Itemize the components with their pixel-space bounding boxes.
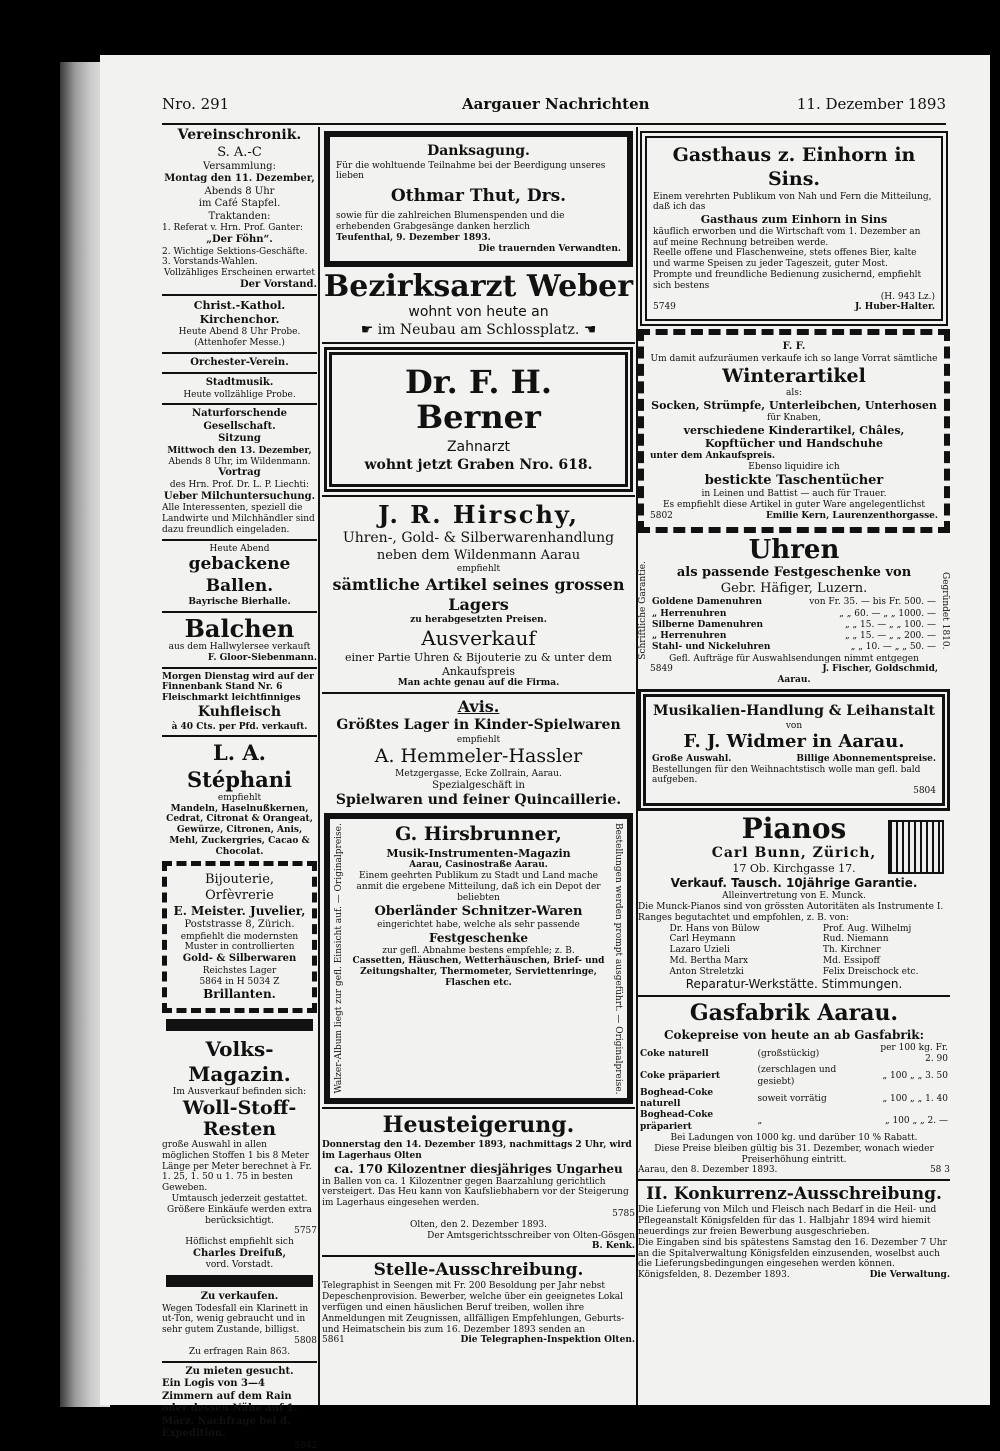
einhorn-code: (H. 943 Lz.): [880, 291, 935, 302]
bij-7: in: [225, 976, 234, 987]
uhren-foot: [650, 664, 938, 675]
rule: [162, 372, 317, 374]
stelle-foot: [322, 1335, 635, 1346]
piano-names-right: [823, 924, 919, 978]
bij-num: 5864: [199, 976, 223, 987]
ad-danksagung: [324, 131, 633, 267]
piano-reference-name: Carl Heymann: [669, 934, 736, 945]
verk-text: Wegen Todesfall ein Klarinett in ut-Ton, wenig gebraucht und in sehr gutem Zustande, billigst.: [162, 1303, 309, 1336]
gas-2: Bei Ladungen von 1000 kg. und darüber 10 % Rabatt.: [670, 1132, 918, 1143]
hir-7: einer Partie Uhren & Bijouterie zu & unter dem Ankaufspreis: [345, 650, 612, 678]
einhorn-num: 5749: [653, 302, 676, 313]
ad-musikalien: [638, 689, 950, 811]
stelle-num: 5861: [322, 1335, 345, 1346]
bij-4: empfiehlt die modernsten Muster in controllierten: [180, 931, 299, 953]
rule: [162, 1361, 317, 1363]
dank-sign: Die trauernden Verwandten.: [478, 243, 621, 254]
balchen-sign: F. Gloor-Siebenmann.: [207, 652, 317, 663]
sac-title: S. A.-C: [217, 144, 262, 160]
kuh-title: Kuhfleisch: [197, 704, 282, 721]
konk-2: Die Eingaben sind bis spätestens Samstag den 16. Dezember 7 Uhr an die Spitalverwaltung Königsfelden einzusenden, woselbst auch die Lieferungsbedingungen eingesehen werden können.: [638, 1237, 947, 1270]
winter-6: unter dem Ankaufspreis.: [650, 451, 775, 462]
miet-title: Zu mieten gesucht.: [185, 1365, 294, 1377]
rule: [162, 539, 317, 541]
avis-5: Spezialgeschäft in: [432, 779, 525, 791]
winter-7: Ebenso liquidire ich: [748, 461, 840, 472]
sac-subtitle: Versammlung:: [203, 160, 276, 172]
hirs-3: Einem geehrten Publikum zu Stadt und Land mache anmit die ergebene Mitteilung, daß ich ein Depot der beliebten: [356, 871, 601, 903]
hirs-side-right: Bestellungen werden prompt ausgeführt. — Originalpreise.: [613, 822, 623, 1095]
sac-item-1b: „Der Föhn“.: [206, 234, 273, 246]
uhren-body: [650, 536, 938, 686]
gas-place: Aarau, den 8. Dezember 1893.: [638, 1165, 778, 1176]
piano-reference-name: Rud. Niemann: [822, 934, 889, 945]
winter-2: als:: [786, 388, 802, 399]
musik-1: von: [785, 720, 803, 731]
sac-time: Abends 8 Uhr: [204, 185, 275, 197]
heu-sign: Der Amtsgerichtsschreiber von Olten-Gösgen: [427, 1230, 635, 1241]
musik-3: Große Auswahl.: [652, 753, 732, 764]
orchester-title: Orchester-Verein.: [190, 356, 289, 368]
balchen-text: aus dem Hallwylersee verkauft: [168, 642, 311, 653]
avis-4: Metzgergasse, Ecke Zollrain, Aarau.: [395, 769, 562, 780]
heu-name: B. Kenk.: [591, 1241, 635, 1252]
uhren-sign: J. Fischer, Goldschmid,: [822, 664, 938, 675]
piano-names-left: [670, 924, 760, 978]
stelle-title: Stelle-Ausschreibung.: [373, 1260, 584, 1281]
rule: [322, 342, 635, 344]
konk-title: II. Konkurrenz-Ausschreibung.: [646, 1184, 942, 1205]
dank-1: Für die wohltuende Teilnahme bei der Beerdigung unseres lieben: [336, 160, 606, 182]
heu-place: Olten, den 2. Dezember 1893.: [409, 1219, 548, 1230]
avis-6: Spielwaren und feiner Quincaillerie.: [335, 792, 622, 809]
hirs-5: eingerichtet habe, welche als sehr passende: [377, 919, 580, 930]
volks-title: Volks-Magazin.: [188, 1037, 291, 1087]
sac-note: Vollzähliges Erscheinen erwartet: [164, 268, 315, 279]
rule: [322, 1255, 635, 1257]
berner-1: Zahnarzt: [446, 439, 511, 456]
bij-code: H 5034 Z: [236, 976, 280, 987]
gas-item: Boghead-Coke naturell: [640, 1087, 714, 1110]
steph-items: Mandeln, Haselnußkernen, Cedrat, Citronat & Orangeat, Gewürze, Citronen, Anis, Mehl, Zuckergries, Cacao & Chocolat.: [166, 803, 313, 857]
avis-1: Größtes Lager in Kinder-Spielwaren: [336, 717, 621, 734]
winter-3: Socken, Strümpfe, Unterleibchen, Unterhosen: [651, 399, 937, 413]
ad-stephani: [162, 740, 317, 857]
einhorn-sign: J. Huber-Halter.: [854, 302, 935, 313]
hir-title: J. R. Hirschy,: [378, 500, 579, 530]
heu-2: ca. 170 Kilozentner diesjähriges Ungarheu: [334, 1161, 623, 1176]
ad-zu-verkaufen: [162, 1291, 317, 1357]
uhren-item: „ Herrenuhren: [652, 608, 727, 619]
column-1: [162, 127, 317, 1451]
konk-place: Königsfelden, 8. Dezember 1893.: [638, 1270, 790, 1281]
bij-5: Gold- & Silberwaren: [182, 953, 297, 965]
musik-4: Billige Abonnementspreise.: [796, 753, 936, 764]
uhren-item: Stahl- und Nickeluhren: [652, 642, 771, 653]
piano-names: [638, 924, 950, 978]
musik-row: [652, 754, 936, 765]
winter-5: verschiedene Kinderartikel, Châles, Kopftücher und Handschuhe: [683, 423, 905, 451]
gas-item: Coke naturell: [640, 1048, 709, 1059]
gas-num: 58 3: [929, 1165, 950, 1176]
ad-weber: [322, 270, 635, 340]
heu-title: Heusteigerung.: [382, 1112, 575, 1139]
avis-3: A. Hemmeler-Hassler: [374, 745, 583, 768]
uhren-price: „ „ 10. — „ „ 50. —: [850, 642, 936, 653]
uhren-place: Aarau.: [777, 675, 811, 686]
ad-kuhfleisch: [162, 672, 317, 733]
gas-row: [638, 1110, 950, 1133]
hirs-2: Aarau, Casinostraße Aarau.: [409, 860, 548, 871]
einhorn-2: Gasthaus zum Einhorn in Sins: [700, 213, 888, 227]
ad-pianos: [638, 814, 950, 992]
sac-date: Montag den 11. Dezember,: [164, 173, 315, 185]
gas-item: Boghead-Coke präpariert: [640, 1110, 714, 1132]
ad-konkurrenz: [638, 1184, 950, 1281]
pointing-hand-icon: ☛: [360, 321, 374, 338]
hirs-7: zur gefl. Abnahme bestens empfehle; z. B.: [382, 945, 575, 956]
uhren-side-right: Gegründet 1810.: [940, 572, 950, 650]
piano-reference-name: Th. Kirchner: [822, 945, 881, 956]
natur-title: Naturforschende Gesellschaft.: [192, 408, 287, 432]
avis-title: Avis.: [457, 697, 500, 717]
uhren-row: [650, 642, 938, 653]
winter-title: Winterartikel: [722, 364, 866, 387]
dank-place: Teufenthal, 9. Dezember 1893.: [336, 232, 491, 243]
piano-2: 17 Ob. Kirchgasse 17.: [732, 862, 856, 876]
ad-zu-mieten: [162, 1366, 317, 1451]
volks-sub: Im Ausverkauf befinden sich:: [172, 1087, 307, 1098]
steph-sub: empfiehlt: [217, 792, 262, 803]
avis-2: empfiehlt: [456, 734, 501, 745]
piano-illustration-icon: [888, 820, 944, 874]
hir-2: neben dem Wildenmann Aarau: [376, 547, 581, 563]
gas-row: [638, 1088, 950, 1111]
ad-avis: [322, 697, 635, 810]
steph-title: L. A. Stéphani: [186, 740, 293, 792]
weber-title: Bezirksarzt Weber: [323, 268, 634, 304]
gas-foot: [638, 1165, 950, 1176]
rule: [162, 667, 317, 669]
gas-3: Diese Preise bleiben gültig bis 31. Dezember, wonach wieder Preiserhöhung eintritt.: [654, 1143, 934, 1165]
ad-volks-magazin: [162, 1037, 317, 1271]
musik-2: F. J. Widmer in Aarau.: [683, 731, 905, 753]
rule: [162, 611, 317, 613]
natur-speaker: des Hrn. Prof. Dr. L. P. Liechti:: [169, 479, 310, 490]
piano-3: Verkauf. Tausch. 10jährige Garantie.: [670, 876, 918, 891]
konk-sign: Die Verwaltung.: [869, 1270, 950, 1281]
piano-5: Die Munck-Pianos sind von grössten Autoritäten als Instrumente I. Ranges begutachtet und empfohlen, z. B. von:: [638, 901, 944, 923]
winter-foot: [650, 511, 938, 522]
newspaper-page: [100, 55, 990, 1451]
volks-num: 5757: [294, 1226, 317, 1237]
ad-ballen: [162, 544, 317, 608]
natur-note: Alle Interessenten, speziell die Landwirte und Milchhändler sind dazu freundlich eingeladen.: [162, 503, 315, 535]
piano-title: Pianos: [741, 812, 847, 846]
uhren-row: [650, 597, 938, 608]
piano-reference-name: Lazaro Uzieli: [669, 945, 730, 956]
einhorn-foot: [653, 302, 935, 313]
gas-note: (großstückig): [757, 1048, 820, 1059]
issue-date: 11. Dezember 1893: [796, 95, 946, 113]
heu-1: Donnerstag den 14. Dezember 1893, nachmittags 2 Uhr, wird im Lagerhaus Olten: [322, 1139, 632, 1161]
hir-4: sämtliche Artikel seines grossen Lagers: [332, 574, 625, 614]
stelle-1: Telegraphist in Seengen mit Fr. 200 Besoldung per Jahr nebst Depeschenprovision. Bewerber, welche über ein geeignetes Lokal verfügen und einen häuslichen Beruf treiben, wollen ihre Anmeldungen mit Zeugnissen, allfälligen Empfehlungen, Geburts- und Heimatschein bis zum 16. Dezember 1893 senden an: [322, 1281, 625, 1335]
gas-note: „: [757, 1116, 763, 1127]
gas-note: soweit vorrätig: [757, 1093, 827, 1104]
uhren-price: von Fr. 35. — bis Fr. 500. —: [809, 597, 936, 608]
ad-berner: [324, 347, 633, 492]
bij-7-row: [173, 977, 306, 988]
piano-4: Alleinvertretung von E. Munck.: [722, 891, 866, 902]
hir-8: Man achte genau auf die Firma.: [397, 678, 560, 689]
ballen-sub: Bayrische Bierhalle.: [188, 596, 291, 607]
black-bar: [166, 1275, 313, 1287]
header-rule: [162, 123, 946, 125]
uhren-item: „ Herrenuhren: [652, 631, 727, 642]
miet-text: Ein Logis von 3—4 Zimmern auf dem Rain oder dessen Nähe auf 1. März. Nachfrage bei d. Expedition.: [162, 1378, 298, 1440]
hirs-title: G. Hirsbrunner,: [395, 822, 562, 845]
hir-5: zu herabgesetzten Preisen.: [410, 614, 547, 625]
ad-naturforschende: [162, 408, 317, 535]
bij-6: Reichstes Lager: [202, 965, 277, 976]
miet-num: 5842: [294, 1440, 317, 1451]
musik-num: 5804: [913, 786, 936, 797]
einhorn-1: Einem verehrten Publikum von Nah und Fern die Mitteilung, daß ich das: [653, 191, 932, 213]
verk-num: 5808: [294, 1336, 317, 1347]
dank-2: sowie für die zahlreichen Blumenspenden und die erhebenden Grabgesänge danken herzlich: [336, 211, 565, 233]
piano-reference-name: Anton Streletzki: [669, 966, 744, 977]
ad-stadtmusik: [162, 377, 317, 400]
konk-1: Die Lieferung von Milch und Fleisch nach Bedarf in die Heil- und Pflegeanstalt Königsfelden für das 1. Halbjahr 1894 wird hiemit neuerdings zur freien Bewerbung ausgeschrieben.: [638, 1205, 937, 1238]
rule: [322, 692, 635, 694]
kuh-text: Morgen Dienstag wird auf der Finnenbank Stand Nr. 6 Fleischmarkt leichtfinniges: [162, 671, 314, 704]
hir-6: Ausverkauf: [421, 625, 536, 650]
chor-title: Christ.-Kathol. Kirchenchor.: [193, 299, 286, 327]
rule: [322, 1107, 635, 1109]
hir-1: Uhren-, Gold- & Silberwarenhandlung: [342, 530, 615, 547]
heu-num: 5785: [612, 1208, 635, 1219]
hirs-body: [348, 823, 609, 1095]
uhren-row: [650, 620, 938, 631]
rule: [638, 995, 950, 997]
stadt-title: Stadtmusik.: [205, 377, 274, 389]
winter-hdr: F. F.: [782, 341, 806, 353]
sac-item-1: 1. Referat v. Hrn. Prof. Ganter:: [162, 223, 303, 234]
sac-signature: Der Vorstand.: [239, 278, 317, 290]
volks-t4: Höflichst empfiehlt sich: [185, 1237, 294, 1248]
uhren-title: Uhren: [748, 535, 840, 566]
ad-kirchenchor: [162, 299, 317, 348]
ad-stelle: [322, 1260, 635, 1346]
verk-ask: Zu erfragen Rain 863.: [188, 1346, 291, 1357]
natur-topic: Ueber Milchuntersuchung.: [163, 490, 316, 502]
ad-gasfabrik: [638, 1000, 950, 1176]
uhren-price: „ „ 15. — „ „ 200. —: [844, 631, 936, 642]
rule: [162, 294, 317, 296]
rule: [162, 352, 317, 354]
gas-price: „ 100 „ „ 3. 50: [882, 1071, 948, 1082]
column-rule-1: [318, 127, 320, 1405]
sac-place: im Café Stapfel.: [198, 198, 281, 210]
volks-big: Woll-Stoff-Resten: [182, 1097, 297, 1141]
uhren-row: [650, 609, 938, 620]
ad-bijouterie: [162, 861, 317, 1014]
ad-hirschy: [322, 500, 635, 689]
uhren-1: als passende Festgeschenke von: [676, 564, 912, 580]
uhren-price: „ „ 15. — „ „ 100. —: [844, 619, 936, 630]
volks-sign: Charles Dreifuß,: [192, 1247, 286, 1259]
uhren-side-left: Schriftliche Garantie.: [638, 561, 648, 661]
hirs-side-left: Walzer-Album liegt zur gefl. Einsicht auf. — Originalpreise.: [334, 823, 344, 1094]
piano-reference-name: Md. Essipoff: [822, 955, 880, 966]
pointing-hand-icon: ☚: [583, 321, 597, 338]
column-2: [322, 127, 635, 1405]
rule: [638, 1179, 950, 1181]
gas-item: Coke präpariert: [640, 1071, 721, 1082]
gas-price: per 100 kg. Fr. 2. 90: [880, 1042, 948, 1065]
hirs-1: Musik-Instrumenten-Magazin: [386, 846, 571, 860]
uhren-3: Gefl. Aufträge für Auswahlsendungen nimmt entgegen: [669, 653, 919, 664]
ballen-title: gebackene Ballen.: [188, 554, 291, 596]
piano-reference-name: Dr. Hans von Bülow: [669, 923, 760, 934]
sac-traktanden: Traktanden:: [208, 210, 271, 222]
volks-text: große Auswahl in allen möglichen Stoffen 1 bis 8 Meter Länge per Meter berechnet à Fr. 1. 25, 1. 50 u 1. 75 in besten Geweben.: [162, 1139, 312, 1194]
sac-item-2: 2. Wichtige Sektions-Geschäfte.: [162, 246, 308, 257]
dank-name: Othmar Thut, Drs.: [390, 186, 567, 207]
uhren-item: Goldene Damenuhren: [652, 597, 763, 608]
bij-8: Brillanten.: [203, 987, 276, 1002]
ballen-pre: Heute Abend: [209, 543, 270, 554]
ad-balchen: [162, 613, 317, 664]
black-bar: [166, 1019, 313, 1031]
weber-2-row: [322, 322, 635, 340]
gas-price-table: [638, 1043, 950, 1133]
weber-1: wohnt von heute an: [408, 304, 549, 321]
column-3: [638, 127, 950, 1405]
rule: [162, 403, 317, 405]
chor-text: Heute Abend 8 Uhr Probe. (Attenhofer Messe.): [178, 326, 301, 348]
volks-t2: Umtausch jederzeit gestattet.: [171, 1193, 308, 1204]
gas-row: [638, 1065, 950, 1088]
natur-time: Abends 8 Uhr, im Wildenmann.: [168, 456, 311, 467]
rule: [162, 735, 317, 737]
stadt-text: Heute vollzählige Probe.: [183, 389, 296, 400]
bij-3: Poststrasse 8, Zürich.: [184, 919, 295, 931]
piano-reference-name: Felix Dreischock etc.: [822, 966, 919, 977]
hirs-8: Cassetten, Häuschen, Wetterhäuschen, Brief- und Zeitungshalter, Thermometer, Serviettenringe, Flaschen etc.: [352, 956, 605, 989]
einhorn-3: käuflich erworben und die Wirtschaft vom 1. Dezember an auf meine Rechnung betreiben werde.: [653, 226, 921, 248]
gas-title: Gasfabrik Aarau.: [689, 1000, 899, 1027]
piano-reference-name: Md. Bertha Marx: [669, 955, 749, 966]
piano-reference-name: Prof. Aug. Wilhelmj: [822, 923, 912, 934]
ad-heusteigerung: [322, 1112, 635, 1252]
page-header: [162, 95, 946, 117]
einhorn-title: Gasthaus z. Einhorn in Sins.: [672, 144, 916, 190]
balchen-title: Balchen: [184, 613, 295, 643]
ad-uhren: [638, 536, 950, 686]
ad-vereinschronik: [162, 127, 317, 291]
heu-3: in Ballen von ca. 1 Kilozentner gegen Baarzahlung gerichtlich versteigert. Das Heu kann von Kaufsliebhabern vor der Steigerung im Lagerhaus eingesehen werden.: [322, 1176, 629, 1209]
natur-sitzung: Sitzung: [218, 433, 261, 445]
ad-hirsbrunner: [324, 813, 633, 1105]
volks-addr: vord. Vorstadt.: [205, 1260, 274, 1271]
einhorn-5: Prompte und freundliche Bedienung zusichernd, empfiehlt sich bestens: [653, 270, 922, 291]
winter-10: Es empfiehlt diese Artikel in guter Ware angelegentlichst: [662, 499, 926, 510]
bij-1: Bijouterie, Orfèvrerie: [204, 871, 275, 903]
gas-note: (zerschlagen und gesiebt): [757, 1065, 837, 1087]
weber-2: im Neubau am Schlossplatz.: [377, 321, 580, 338]
berner-title: Dr. F. H. Berner: [404, 363, 553, 437]
einhorn-4: Reelle offene und Flaschenweine, stets offenes Bier, kalte und warme Speisen zu jeder Tageszeit, guter Most.: [653, 248, 917, 270]
uhren-row: [650, 631, 938, 642]
piano-6: Reparatur-Werkstätte. Stimmungen.: [685, 977, 903, 992]
uhren-2: Gebr. Häfiger, Luzern.: [720, 581, 868, 597]
kuh-price: à 40 Cts. per Pfd. verkauft.: [171, 721, 308, 732]
ad-einhorn: [640, 131, 948, 326]
natur-date: Mittwoch den 13. Dezember,: [167, 445, 312, 456]
ad-winterartikel: [638, 329, 950, 533]
musik-5: Bestellungen für den Weihnachtstisch wolle man gefl. bald aufgeben.: [652, 764, 921, 786]
rule: [322, 495, 635, 497]
verk-title: Zu verkaufen.: [200, 1291, 279, 1303]
uhren-num: 5849: [650, 664, 673, 675]
natur-vortrag: Vortrag: [218, 467, 261, 479]
gas-price: „ 100 „ „ 2. —: [884, 1116, 948, 1127]
musik-title: Musikalien-Handlung & Leihanstalt: [652, 703, 935, 720]
winter-sign: Emilie Kern, Laurenzenthorgasse.: [765, 510, 938, 521]
winter-4: für Knaben,: [767, 412, 821, 423]
stelle-sign: Die Telegraphen-Inspektion Olten.: [460, 1335, 635, 1346]
winter-8: bestickte Taschentücher: [704, 472, 884, 488]
volks-t3: Größere Einkäufe werden extra berücksichtigt.: [167, 1204, 312, 1226]
sac-item-3: 3. Vorstands-Wahlen.: [162, 257, 258, 268]
berner-2: wohnt jetzt Graben Nro. 618.: [364, 456, 593, 473]
dank-title: Danksagung.: [427, 143, 530, 159]
winter-1: Um damit aufzuräumen verkaufe ich so lange Vorrat sämtliche: [650, 353, 938, 364]
hirs-6: Festgeschenke: [429, 930, 528, 945]
winter-9: in Leinen und Battist — auch für Trauer.: [701, 488, 887, 499]
section-title: Vereinschronik.: [177, 127, 302, 143]
hir-3: empfiehlt: [456, 564, 501, 575]
konk-foot: [638, 1270, 950, 1281]
gas-price: „ 100 „ „ 1. 40: [882, 1093, 948, 1104]
newspaper-title: Aargauer Nachrichten: [462, 95, 650, 113]
hirs-4: Oberländer Schnitzer-Waren: [374, 903, 583, 919]
uhren-price-table: [650, 597, 938, 653]
gas-1: Cokepreise von heute an ab Gasfabrik:: [663, 1027, 925, 1042]
piano-1: Carl Bunn, Zürich,: [711, 844, 877, 861]
winter-num: 5802: [650, 510, 673, 521]
bij-2: E. Meister. Juvelier,: [173, 904, 306, 919]
issue-number: Nro. 291: [162, 95, 230, 113]
gas-row: [638, 1043, 950, 1066]
uhren-price: „ „ 60. — „ „ 1000. —: [839, 608, 936, 619]
uhren-item: Silberne Damenuhren: [652, 619, 764, 630]
